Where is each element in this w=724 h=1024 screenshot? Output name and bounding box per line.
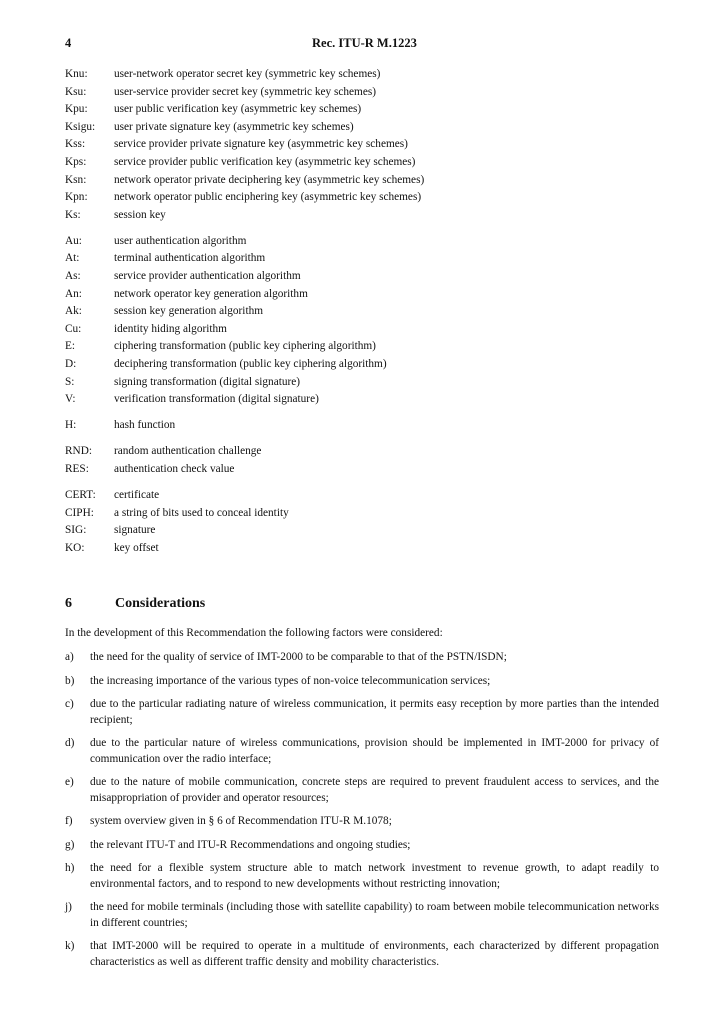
abbreviation-definition: signature	[114, 524, 156, 537]
abbreviation-row	[65, 505, 659, 523]
section-title: Considerations	[115, 596, 206, 611]
abbreviation-row	[65, 303, 659, 321]
abbreviation-term: Ksu:	[65, 85, 87, 98]
consideration-label: e)	[65, 776, 74, 788]
abbreviation-term: SIG:	[65, 524, 87, 537]
consideration-item	[65, 900, 659, 931]
abbreviation-row	[65, 101, 659, 119]
consideration-label: a)	[65, 651, 74, 663]
abbreviation-row	[65, 391, 659, 409]
abbreviation-definition: user private signature key (asymmetric key schemes)	[114, 120, 354, 133]
abbreviation-list	[65, 66, 659, 566]
consideration-text: due to the particular radiating nature of wireless communication, it permits easy reception by more parties than the intended recipient;	[90, 698, 659, 726]
abbreviation-group	[65, 233, 659, 409]
abbreviation-term: Kpn:	[65, 191, 88, 204]
consideration-item	[65, 939, 659, 970]
abbreviation-definition: verification transformation (digital signature)	[114, 393, 319, 406]
abbreviation-term: Ks:	[65, 208, 81, 221]
abbreviation-definition: service provider private signature key (asymmetric key schemes)	[114, 138, 408, 151]
abbreviation-definition: authentication check value	[114, 462, 235, 475]
abbreviation-definition: user public verification key (asymmetric key schemes)	[114, 103, 362, 116]
consideration-text: the need for mobile terminals (including those with satellite capability) to roam between mobile telecommunication networks in different countries;	[90, 901, 659, 929]
abbreviation-row	[65, 207, 659, 225]
consideration-label: j)	[65, 901, 72, 913]
abbreviation-term: D:	[65, 358, 77, 370]
abbreviation-term: H:	[65, 419, 77, 432]
abbreviation-row	[65, 540, 659, 558]
abbreviation-definition: service provider public verification key (asymmetric key schemes)	[114, 155, 416, 168]
abbreviation-term: Kpu:	[65, 103, 88, 116]
abbreviation-row	[65, 84, 659, 102]
abbreviation-term: Kss:	[65, 138, 86, 151]
abbreviation-row	[65, 66, 659, 84]
abbreviation-definition: network operator key generation algorithm	[114, 287, 308, 300]
abbreviation-group	[65, 417, 659, 435]
abbreviation-row	[65, 268, 659, 286]
abbreviation-row	[65, 417, 659, 435]
abbreviation-group	[65, 443, 659, 478]
abbreviation-term: Ksn:	[65, 173, 87, 186]
abbreviation-definition: deciphering transformation (public key ciphering algorithm)	[114, 358, 387, 370]
abbreviation-term: Knu:	[65, 68, 88, 80]
consideration-item	[65, 861, 659, 892]
abbreviation-term: KO:	[65, 541, 85, 554]
abbreviation-row	[65, 321, 659, 339]
section-intro: In the development of this Recommendation the following factors were considered:	[65, 627, 443, 639]
abbreviation-definition: a string of bits used to conceal identity	[114, 506, 289, 519]
abbreviation-row	[65, 461, 659, 479]
consideration-item	[65, 775, 659, 806]
abbreviation-row	[65, 136, 659, 154]
considerations-list	[65, 650, 659, 978]
abbreviation-row	[65, 443, 659, 461]
abbreviation-row	[65, 286, 659, 304]
consideration-label: f)	[65, 815, 73, 827]
abbreviation-definition: user authentication algorithm	[114, 234, 247, 247]
consideration-text: system overview given in § 6 of Recommendation ITU-R M.1078;	[90, 815, 392, 827]
abbreviation-term: V:	[65, 393, 76, 406]
abbreviation-row	[65, 189, 659, 207]
abbreviation-row	[65, 487, 659, 505]
abbreviation-row	[65, 154, 659, 172]
abbreviation-term: As:	[65, 270, 81, 283]
consideration-label: g)	[65, 838, 75, 851]
document-title: Rec. ITU-R M.1223	[312, 36, 417, 50]
consideration-label: c)	[65, 698, 74, 710]
abbreviation-row	[65, 119, 659, 137]
abbreviation-term: CERT:	[65, 489, 96, 502]
abbreviation-definition: hash function	[114, 419, 176, 432]
abbreviation-group	[65, 66, 659, 224]
page-header	[65, 36, 659, 56]
abbreviation-term: Kps:	[65, 155, 87, 168]
consideration-text: the need for the quality of service of IMT-2000 to be comparable to that of the PSTN/ISDN;	[90, 651, 507, 663]
abbreviation-definition: random authentication challenge	[114, 445, 262, 458]
abbreviation-definition: user-service provider secret key (symmetric key schemes)	[114, 85, 377, 98]
abbreviation-row	[65, 172, 659, 190]
abbreviation-term: Ak:	[65, 305, 82, 318]
abbreviation-row	[65, 233, 659, 251]
abbreviation-definition: terminal authentication algorithm	[114, 252, 266, 265]
section-heading	[65, 596, 659, 616]
abbreviation-term: E:	[65, 340, 76, 353]
abbreviation-term: Ksigu:	[65, 120, 96, 133]
abbreviation-row	[65, 356, 659, 374]
consideration-item	[65, 838, 659, 854]
abbreviation-term: At:	[65, 252, 80, 265]
abbreviation-definition: ciphering transformation (public key ciphering algorithm)	[114, 340, 376, 353]
abbreviation-row	[65, 374, 659, 392]
consideration-text: the relevant ITU-T and ITU-R Recommendations and ongoing studies;	[90, 838, 411, 851]
consideration-label: k)	[65, 940, 75, 952]
abbreviation-definition: session key generation algorithm	[114, 305, 264, 318]
consideration-label: b)	[65, 674, 75, 687]
section-number: 6	[65, 596, 72, 611]
abbreviation-term: An:	[65, 287, 82, 300]
abbreviation-term: Cu:	[65, 322, 82, 335]
abbreviation-row	[65, 522, 659, 540]
consideration-item	[65, 814, 659, 830]
abbreviation-definition: network operator public enciphering key (asymmetric key schemes)	[114, 191, 422, 204]
page-number: 4	[65, 36, 72, 50]
consideration-item	[65, 697, 659, 728]
abbreviation-term: RND:	[65, 445, 92, 458]
consideration-text: the need for a flexible system structure able to match network investment to revenue growth, to adapt readily to environmental factors, and to respond to new developments without restricting innovation;	[90, 862, 659, 890]
abbreviation-definition: user-network operator secret key (symmetric key schemes)	[114, 68, 381, 80]
abbreviation-definition: certificate	[114, 489, 160, 502]
abbreviation-term: CIPH:	[65, 506, 94, 519]
abbreviation-definition: service provider authentication algorithm	[114, 270, 301, 283]
abbreviation-term: Au:	[65, 234, 82, 247]
abbreviation-definition: network operator private deciphering key (asymmetric key schemes)	[114, 173, 425, 186]
abbreviation-definition: identity hiding algorithm	[114, 322, 227, 335]
abbreviation-term: S:	[65, 375, 75, 388]
abbreviation-definition: session key	[114, 208, 166, 221]
abbreviation-definition: key offset	[114, 541, 159, 554]
consideration-item	[65, 736, 659, 767]
consideration-item	[65, 674, 659, 690]
abbreviation-group	[65, 487, 659, 557]
abbreviation-row	[65, 250, 659, 268]
consideration-text: the increasing importance of the various types of non-voice telecommunication services;	[90, 674, 491, 687]
abbreviation-term: RES:	[65, 462, 89, 475]
abbreviation-row	[65, 338, 659, 356]
consideration-text: that IMT-2000 will be required to operate in a multitude of environments, each characterized by different propagation characteristics as well as different traffic density and mobility characteristics.	[90, 940, 659, 968]
abbreviation-definition: signing transformation (digital signature)	[114, 375, 301, 388]
consideration-text: due to the particular nature of wireless communications, provision should be implemented in IMT-2000 for privacy of communication over the radio interface;	[90, 737, 659, 765]
consideration-label: d)	[65, 737, 75, 749]
consideration-text: due to the nature of mobile communication, concrete steps are required to prevent fraudulent access to services, and the misappropriation of provider and operator resources;	[90, 776, 659, 804]
consideration-item	[65, 650, 659, 666]
consideration-label: h)	[65, 862, 75, 874]
